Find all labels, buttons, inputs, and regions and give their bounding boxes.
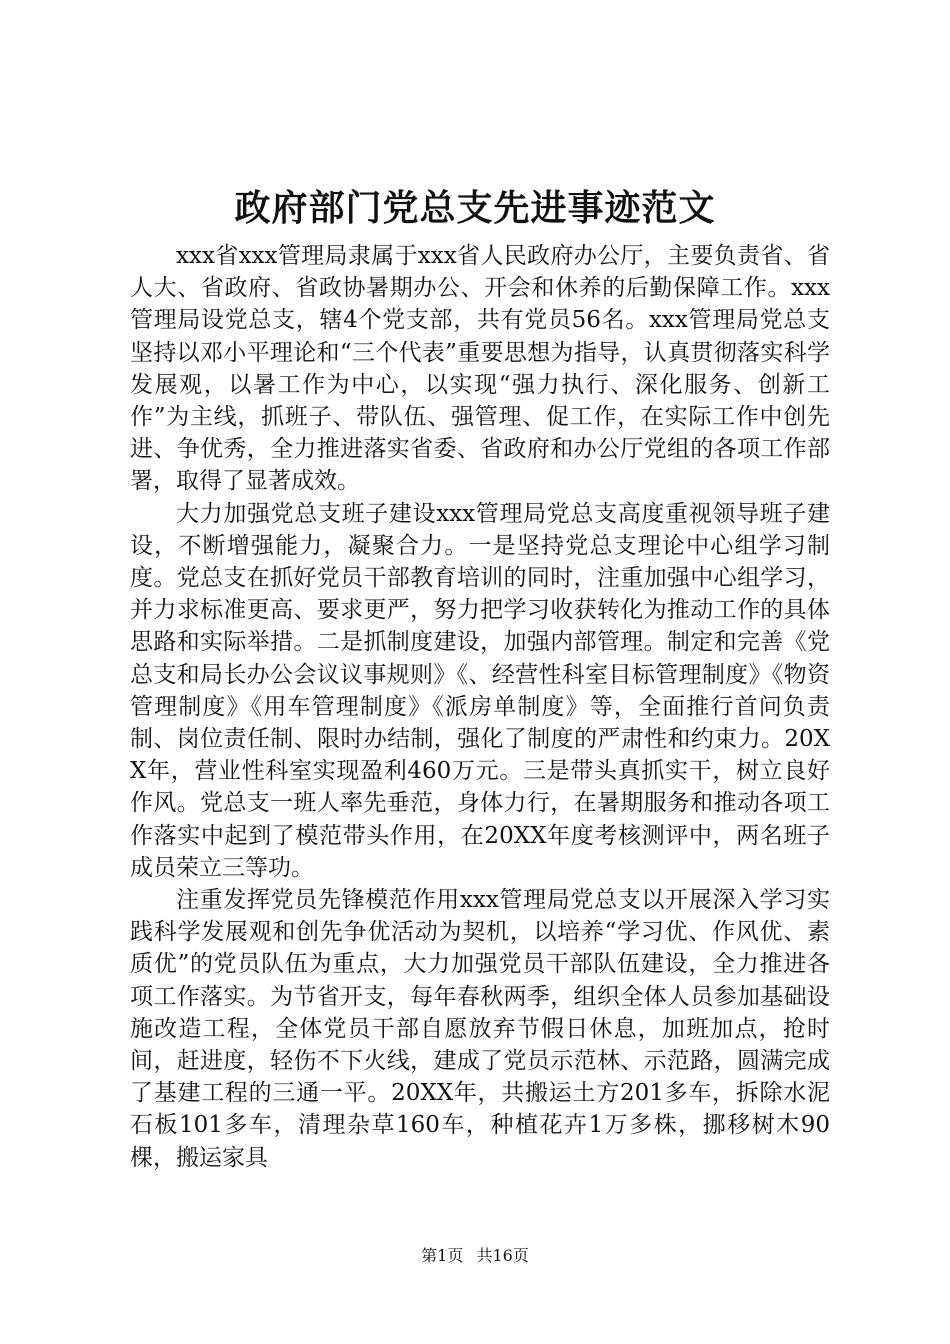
page-number: 第1页 [421, 1246, 464, 1265]
paragraph-intro: xxx省xxx管理局隶属于xxx省人民政府办公厅，主要负责省、省人大、省政府、省政协暑期办公、开会和休养的后勤保障工作。xxx管理局设党总支，辖4个党支部，共有党员56名。xxx管理局党总支坚持以邓小平理论和“三个代表”重要思想为指导，认真贯彻落实科学发展观，以暑工作为中心，以实现“强力执行、深化服务、创新工作”为主线，抓班子、带队伍、强管理、促工作，在实际工作中创先进、争优秀，全力推进落实省委、省政府和办公厅党组的各项工作部署，取得了显著成效。 [130, 243, 830, 495]
paragraph-vanguard: 注重发挥党员先锋模范作用xxx管理局党总支以开展深入学习实践科学发展观和创先争优活动为契机，以培养“学习优、作风优、素质优”的党员队伍为重点，大力加强党员干部队伍建设，全力推进各项工作落实。为节省开支，每年春秋两季，组织全体人员参加基础设施改造工程，全体党员干部自愿放弃节假日休息，加班加点，抢时间，赶进度，轻伤不下火线，建成了党员示范林、示范路，圆满完成了基建工程的三通一平。20XX年，共搬运土方201多车，拆除水泥石板101多车，清理杂草160车，种植花卉1万多株，挪移树木90棵，搬运家具 [130, 887, 830, 1171]
page-footer [0, 1244, 950, 1268]
document-title: 政府部门党总支先进事迹范文 [234, 187, 716, 229]
page-total: 共16页 [476, 1246, 529, 1265]
paragraph-leadership: 大力加强党总支班子建设xxx管理局党总支高度重视领导班子建设，不断增强能力，凝聚合力。一是坚持党总支理论中心组学习制度。党总支在抓好党员干部教育培训的同时，注重加强中心组学习，并力求标准更高、要求更严，努力把学习收获转化为推动工作的具体思路和实际举措。二是抓制度建设，加强内部管理。制定和完善《党总支和局长办公会议议事规则》《、经营性科室目标管理制度》《物资管理制度》《用车管理制度》《派房单制度》等，全面推行首问负责制、岗位责任制、限时办结制，强化了制度的严肃性和约束力。20XX年，营业性科室实现盈利460万元。三是带头真抓实干，树立良好作风。党总支一班人率先垂范，身体力行，在暑期服务和推动各项工作落实中起到了模范带头作用，在20XX年度考核测评中，两名班子成员荣立三等功。 [130, 500, 830, 881]
document-body [130, 240, 830, 1174]
